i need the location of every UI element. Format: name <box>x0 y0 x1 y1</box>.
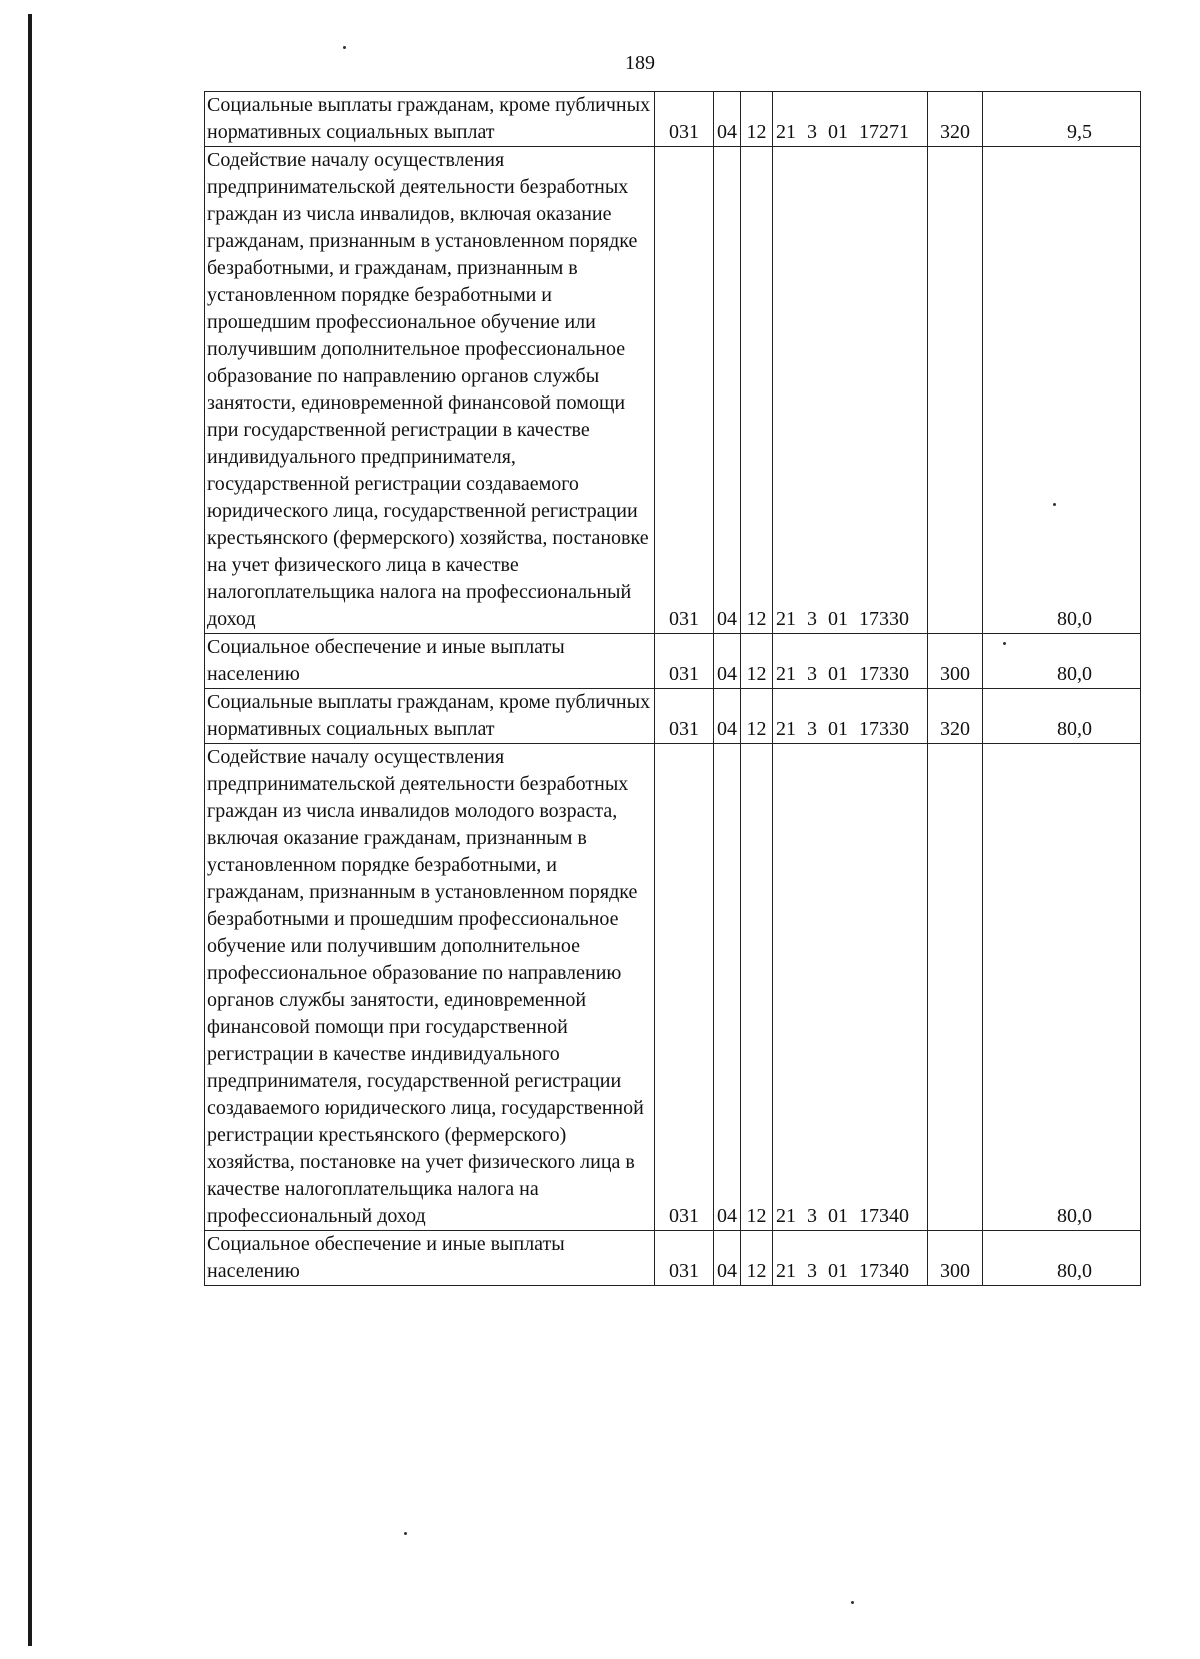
expense-type-cell: 300 <box>928 634 983 689</box>
row-name-cell: Социальное обеспечение и иные выплаты населению <box>205 634 655 689</box>
ministry-code-cell: 031 <box>655 744 714 1231</box>
ministry-code-cell: 031 <box>655 147 714 634</box>
target-article-cell: 21 3 01 17330 <box>773 689 928 744</box>
section-code-cell: 04 <box>714 147 741 634</box>
target-article-cell: 21 3 01 17330 <box>773 634 928 689</box>
subsection-code-cell: 12 <box>741 744 773 1231</box>
table-row <box>205 744 1141 1231</box>
row-name-cell: Социальные выплаты гражданам, кроме публичных нормативных социальных выплат <box>205 689 655 744</box>
ministry-code-cell: 031 <box>655 689 714 744</box>
amount-cell: 80,0 <box>983 634 1141 689</box>
row-name-cell: Социальные выплаты гражданам, кроме публичных нормативных социальных выплат <box>205 92 655 147</box>
amount-cell: 80,0 <box>983 1231 1141 1286</box>
target-article-cell: 21 3 01 17271 <box>773 92 928 147</box>
expense-type-cell: 320 <box>928 689 983 744</box>
expense-type-cell <box>928 744 983 1231</box>
ministry-code-cell: 031 <box>655 1231 714 1286</box>
row-name-cell: Содействие началу осуществления предпринимательской деятельности безработных граждан из числа инвалидов молодого возраста, включая оказание гражданам, признанным в установленном порядке безработными, и гражданам, признанным в установленном порядке безработными и прошедшим профессиональное обучение или получившим дополнительное профессиональное образование по направлению органов службы занятости, единовременной финансовой помощи при государственной регистрации в качестве индивидуального предпринимателя, государственной регистрации создаваемого юридического лица, государственной регистрации крестьянского (фермерского) хозяйства, постановке на учет физического лица в качестве налогоплательщика налога на профессиональный доход <box>205 744 655 1231</box>
expense-type-cell <box>928 147 983 634</box>
scan-speck <box>343 46 346 49</box>
budget-table <box>204 91 1141 1286</box>
scan-speck <box>404 1532 407 1535</box>
table-row <box>205 634 1141 689</box>
section-code-cell: 04 <box>714 744 741 1231</box>
expense-type-cell: 320 <box>928 92 983 147</box>
budget-table-body <box>205 92 1141 1286</box>
expense-type-cell: 300 <box>928 1231 983 1286</box>
subsection-code-cell: 12 <box>741 689 773 744</box>
subsection-code-cell: 12 <box>741 1231 773 1286</box>
section-code-cell: 04 <box>714 1231 741 1286</box>
scan-edge-line <box>28 14 32 1646</box>
amount-cell: 80,0 <box>983 147 1141 634</box>
section-code-cell: 04 <box>714 92 741 147</box>
subsection-code-cell: 12 <box>741 147 773 634</box>
subsection-code-cell: 12 <box>741 92 773 147</box>
target-article-cell: 21 3 01 17340 <box>773 744 928 1231</box>
ministry-code-cell: 031 <box>655 92 714 147</box>
subsection-code-cell: 12 <box>741 634 773 689</box>
table-row <box>205 689 1141 744</box>
amount-cell: 80,0 <box>983 689 1141 744</box>
amount-cell: 9,5 <box>983 92 1141 147</box>
row-name-cell: Социальное обеспечение и иные выплаты населению <box>205 1231 655 1286</box>
row-name-cell: Содействие началу осуществления предпринимательской деятельности безработных граждан из числа инвалидов, включая оказание гражданам, признанным в установленном порядке безработными, и гражданам, признанным в установленном порядке безработными и прошедшим профессиональное обучение или получившим дополнительное профессиональное образование по направлению органов службы занятости, единовременной финансовой помощи при государственной регистрации в качестве индивидуального предпринимателя, государственной регистрации создаваемого юридического лица, государственной регистрации крестьянского (фермерского) хозяйства, постановке на учет физического лица в качестве налогоплательщика налога на профессиональный доход <box>205 147 655 634</box>
target-article-cell: 21 3 01 17340 <box>773 1231 928 1286</box>
table-row <box>205 147 1141 634</box>
scan-speck <box>851 1601 854 1604</box>
target-article-cell: 21 3 01 17330 <box>773 147 928 634</box>
amount-cell: 80,0 <box>983 744 1141 1231</box>
section-code-cell: 04 <box>714 689 741 744</box>
page-number: 189 <box>625 52 655 74</box>
table-row <box>205 1231 1141 1286</box>
section-code-cell: 04 <box>714 634 741 689</box>
ministry-code-cell: 031 <box>655 634 714 689</box>
table-row <box>205 92 1141 147</box>
